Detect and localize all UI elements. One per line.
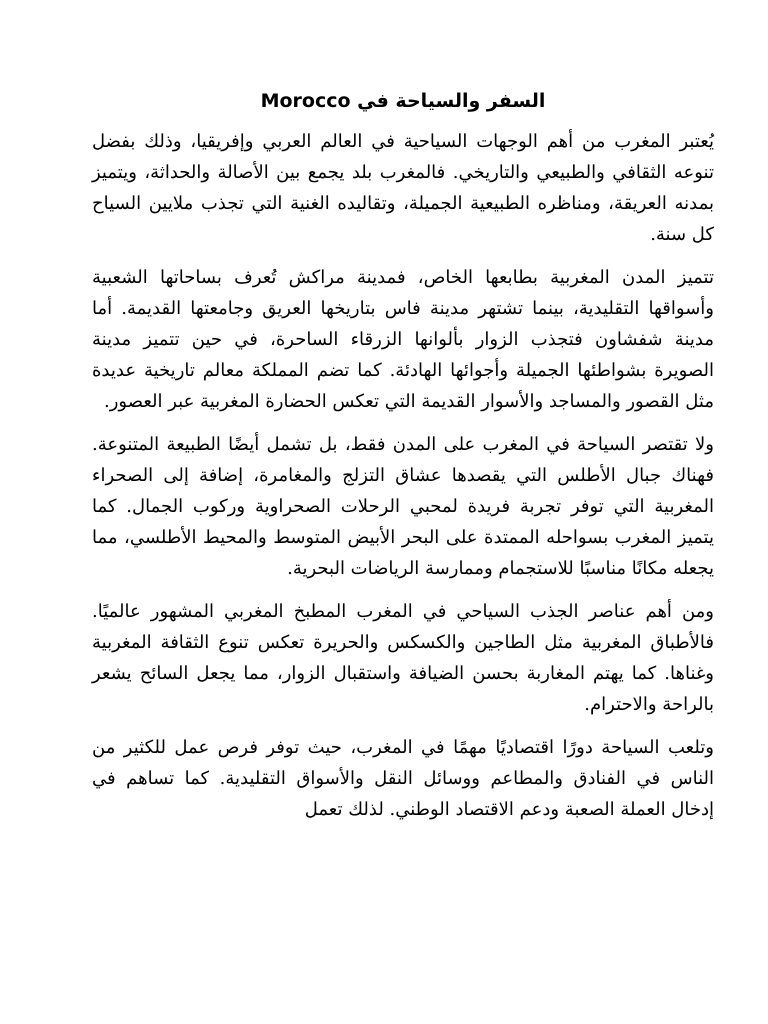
paragraph-4: ومن أهم عناصر الجذب السياحي في المغرب المطبخ المغربي المشهور عالميًا. فالأطباق المغربية مثل الطاجين والكسكس والحريرة تعكس تنوع الثقافة المغربية وغناها. كما يهتم المغاربة بحسن الضيافة واستقبال الزوار، مما يجعل السائح يشعر بالراحة والاحترام. [92, 601, 714, 715]
paragraph-5: وتلعب السياحة دورًا اقتصاديًا مهمًا في المغرب، حيث توفر فرص عمل للكثير من الناس في الفنادق والمطاعم ووسائل النقل والأسواق التقليدية. كما تساهم في إدخال العملة الصعبة ودعم الاقتصاد الوطني. لذلك تعمل [92, 737, 714, 820]
paragraph-1: يُعتبر المغرب من أهم الوجهات السياحية في العالم العربي وإفريقيا، وذلك بفضل تنوعه الثقافي والطبيعي والتاريخي. فالمغرب بلد يجمع بين الأصالة والحداثة، ويتميز بمدنه العريقة، ومناظره الطبيعية الجميلة، وتقاليده الغنية التي تجذب ملايين السياح كل سنة. [92, 131, 714, 245]
document-title: السفر والسياحة في Morocco [260, 90, 546, 112]
paragraph-3: ولا تقتصر السياحة في المغرب على المدن فقط، بل تشمل أيضًا الطبيعة المتنوعة. فهناك جبال الأطلس التي يقصدها عشاق التزلج والمغامرة، إضافة إلى الصحراء المغربية التي توفر تجربة فريدة لمحبي الرحلات الصحراوية وركوب الجمال. كما يتميز المغرب بسواحله الممتدة على البحر الأبيض المتوسط والمحيط الأطلسي، مما يجعله مكانًا مناسبًا للاستجمام وممارسة الرياضات البحرية. [92, 434, 714, 579]
paragraph-2: تتميز المدن المغربية بطابعها الخاص، فمدينة مراكش تُعرف بساحاتها الشعبية وأسواقها التقليدية، بينما تشتهر مدينة فاس بتاريخها العريق وجامعتها القديمة. أما مدينة شفشاون فتجذب الزوار بألوانها الزرقاء الساحرة، في حين تتميز مدينة الصويرة بشواطئها الجميلة وأجوائها الهادئة. كما تضم المملكة معالم تاريخية عديدة مثل القصور والمساجد والأسوار القديمة التي تعكس الحضارة المغربية عبر العصور. [92, 267, 714, 412]
document-page [92, 84, 714, 837]
